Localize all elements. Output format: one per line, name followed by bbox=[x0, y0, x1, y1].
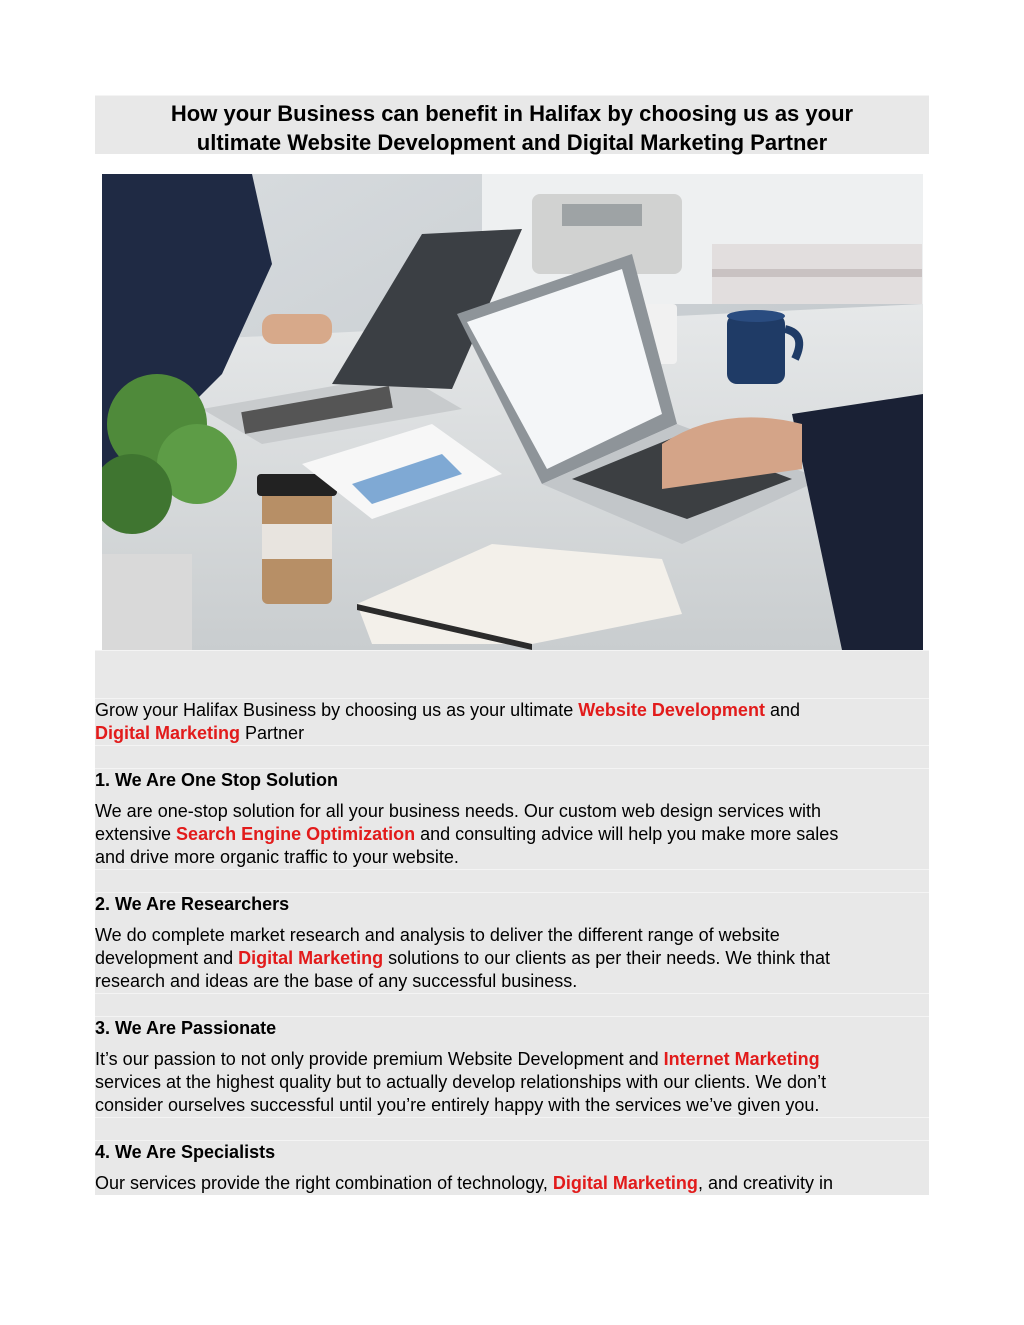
text: and bbox=[764, 700, 800, 720]
section-2 bbox=[95, 892, 929, 993]
page-title bbox=[95, 96, 929, 157]
title-line-2: ultimate Website Development and Digital Marketing Partner bbox=[196, 130, 828, 155]
spacer bbox=[95, 869, 929, 892]
spacer bbox=[95, 993, 929, 1016]
section-heading: 3. We Are Passionate bbox=[95, 1018, 277, 1038]
spacer bbox=[95, 745, 929, 768]
office-laptops-illustration bbox=[102, 174, 923, 650]
section-line: We are one-stop solution for all your business needs. Our custom web design services with bbox=[95, 801, 822, 821]
text: Partner bbox=[240, 723, 305, 743]
text: extensive bbox=[95, 824, 177, 844]
intro-line-2 bbox=[95, 722, 929, 745]
section-line: and drive more organic traffic to your website. bbox=[95, 847, 459, 867]
section-line bbox=[95, 947, 929, 970]
text: and consulting advice will help you make more sales bbox=[415, 824, 839, 844]
spacer bbox=[95, 650, 929, 698]
section-line bbox=[95, 1172, 929, 1195]
section-heading: 1. We Are One Stop Solution bbox=[95, 770, 339, 790]
link-digital-marketing[interactable]: Digital Marketing bbox=[238, 948, 384, 968]
link-digital-marketing[interactable]: Digital Marketing bbox=[95, 723, 241, 743]
intro-paragraph bbox=[95, 698, 929, 745]
spacer bbox=[95, 154, 929, 174]
link-internet-marketing[interactable]: Internet Marketing bbox=[663, 1049, 820, 1069]
text: It’s our passion to not only provide premium Website Development and bbox=[95, 1049, 664, 1069]
title-band bbox=[95, 95, 929, 154]
text: Our services provide the right combination of technology, bbox=[95, 1173, 553, 1193]
text: , and creativity in bbox=[697, 1173, 833, 1193]
text: solutions to our clients as per their needs. We think that bbox=[383, 948, 831, 968]
section-4 bbox=[95, 1140, 929, 1195]
spacer bbox=[95, 1117, 929, 1140]
section-line bbox=[95, 1048, 929, 1071]
section-line: research and ideas are the base of any successful business. bbox=[95, 971, 578, 991]
section-line bbox=[95, 823, 929, 846]
section-1 bbox=[95, 768, 929, 869]
section-heading: 2. We Are Researchers bbox=[95, 894, 290, 914]
link-search-engine-optimization[interactable]: Search Engine Optimization bbox=[176, 824, 416, 844]
intro-line-1 bbox=[95, 699, 929, 722]
text: Grow your Halifax Business by choosing us as your ultimate bbox=[95, 700, 579, 720]
section-line: We do complete market research and analysis to deliver the different range of website bbox=[95, 925, 780, 945]
section-3 bbox=[95, 1016, 929, 1117]
title-line-1: How your Business can benefit in Halifax by choosing us as your bbox=[170, 101, 854, 126]
link-website-development[interactable]: Website Development bbox=[578, 700, 765, 720]
section-line: consider ourselves successful until you’re entirely happy with the services we’ve given you. bbox=[95, 1095, 820, 1115]
section-line: services at the highest quality but to actually develop relationships with our clients. We don’t bbox=[95, 1072, 827, 1092]
hero-image bbox=[95, 174, 929, 650]
text: development and bbox=[95, 948, 239, 968]
document-page bbox=[95, 95, 929, 1195]
link-digital-marketing[interactable]: Digital Marketing bbox=[552, 1173, 698, 1193]
section-heading: 4. We Are Specialists bbox=[95, 1142, 276, 1162]
